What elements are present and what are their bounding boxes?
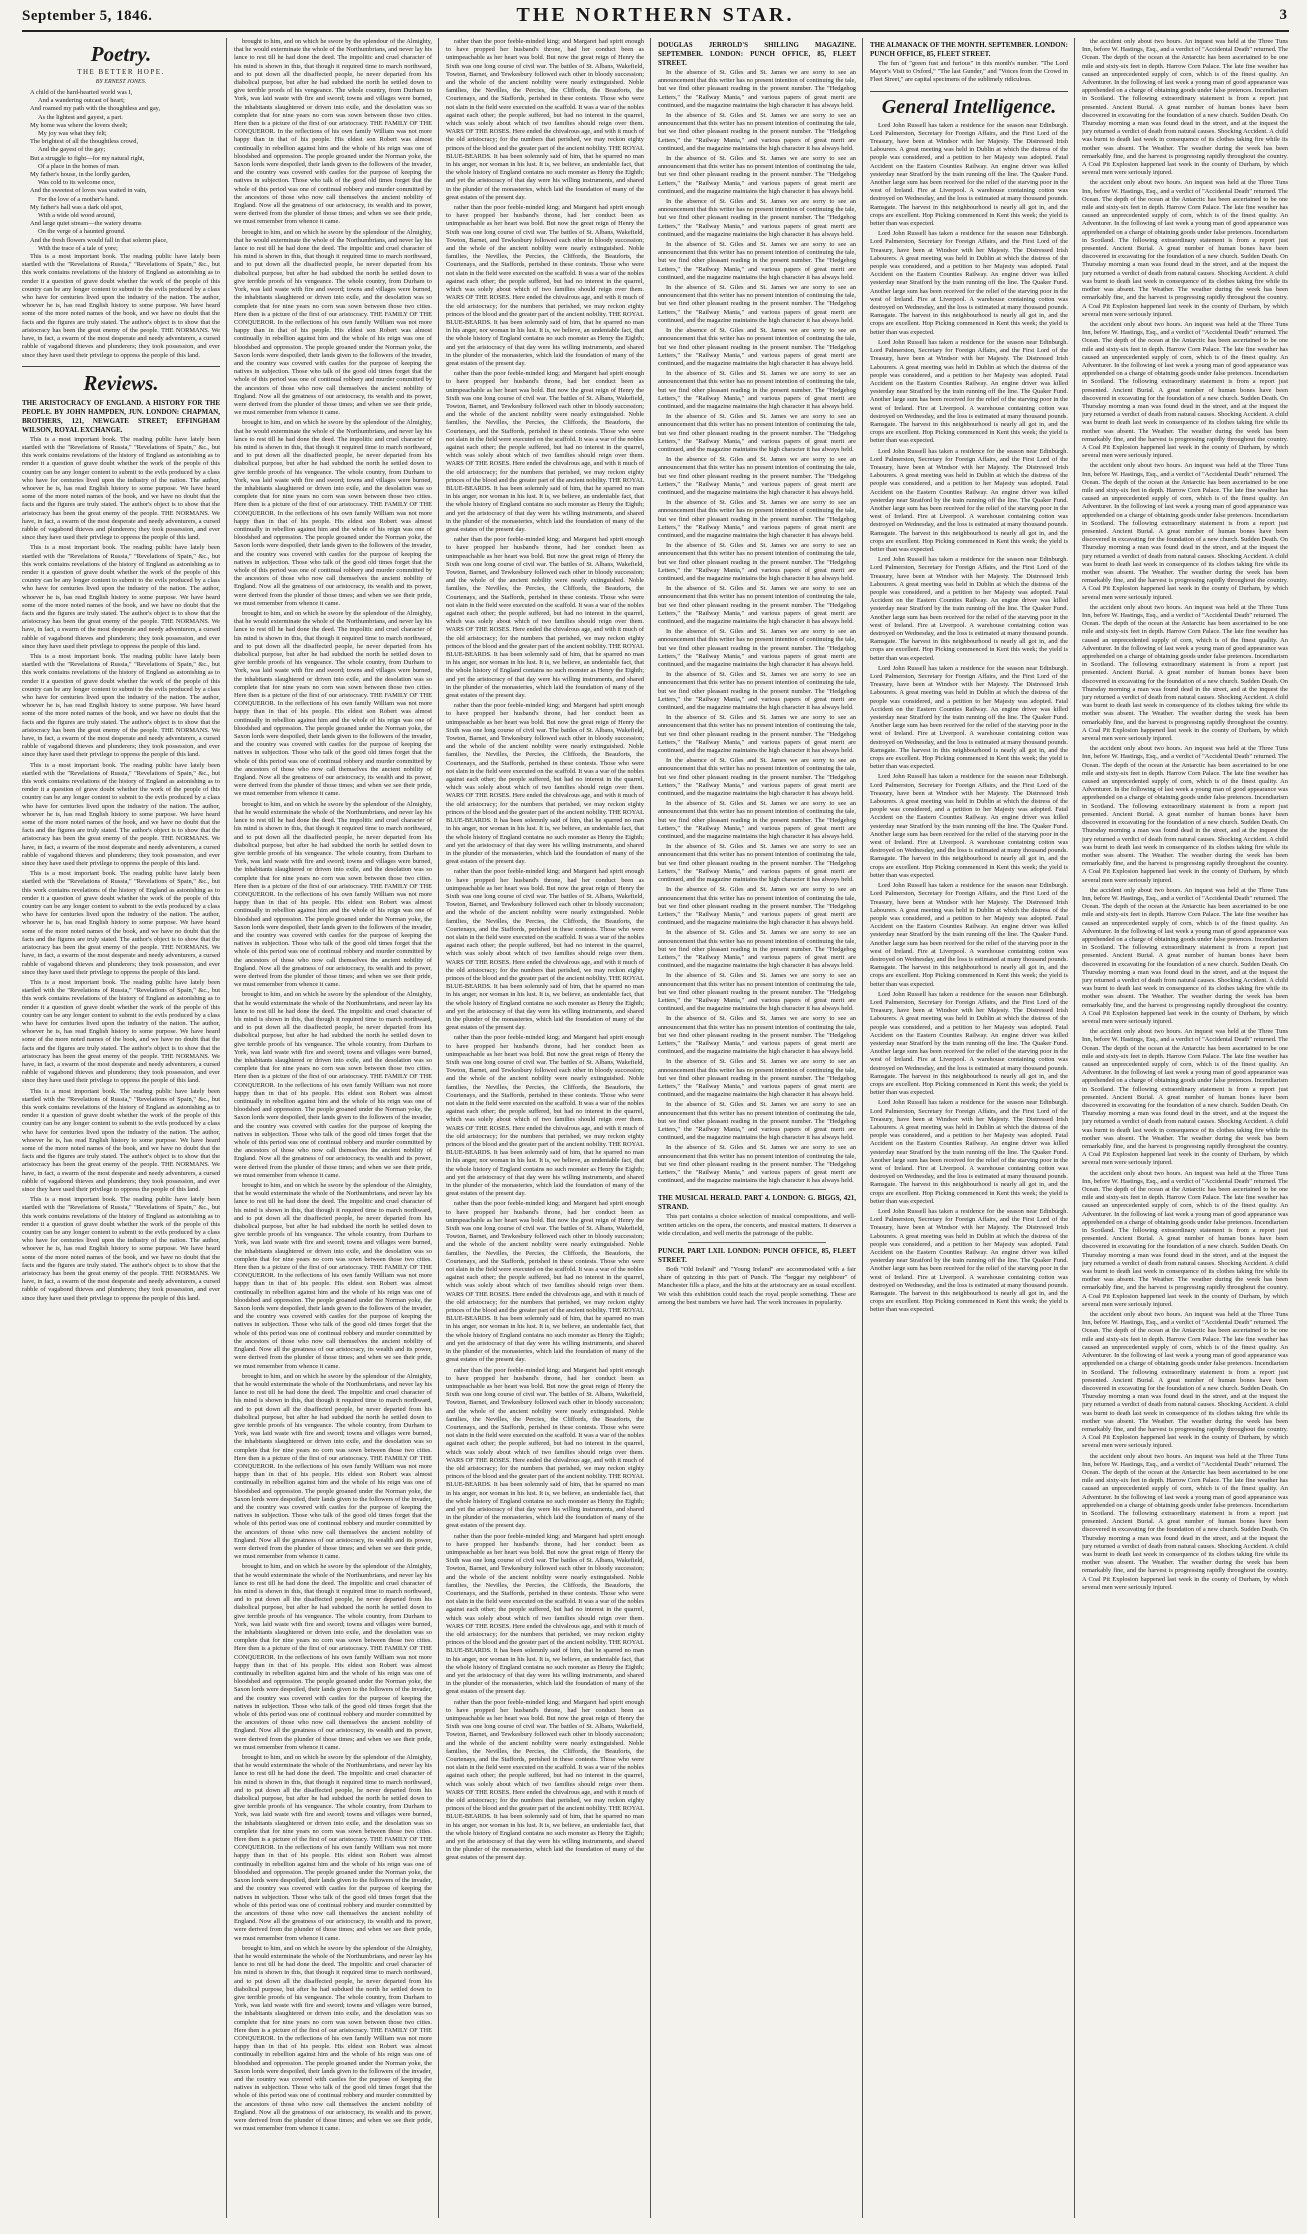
review-text: This is a most important book. The reading public have lately been startled with the "Revelations of Russia," "Revelations of Spain," &c., but this work contains revelations of the history of England as astonishing as to render it a question of grave doubt whether the work of the people of this country can be any longer content to submit to the evils produced by a class who have for centuries lived upon the industry of the nation. The author, whoever he is, has read English history to some purpose. We have heard some of the more noted names of the book, and we have no doubt that the facts and the figures are truly stated. The author's object is to show that the aristocracy has been the great enemy of the people. THE NORMANS. We have, in fact, a swarm of the most desperate and needy adventurers, a cursed rabble of vagabond thieves and plunderers; they took possession, and ever since they have used their privilege to oppress the people of this land. [22,1087,220,1193]
news-text: the accident only about two hours. An inquest was held at the Three Tuns Inn, before W. Hastings, Esq., and a verdict of "Accidental Death" returned. The Ocean. The depth of the ocean at the Antarctic has been ascertained to be one mile and sixty-six feet in depth. Harrow Corn Palace. The late fine weather has caused an unprecedented supply of corn, which is of the finest quality. An Adventurer. In the following of last week a young man of good appearance was apprehended on a charge of obtaining goods under false pretences. Incendiarism in Scotland. The following extraordinary statement is from a report just presented. Ancient Burial. A great number of human bones have been discovered in excavating for the foundation of a new church. Sudden Death. On Thursday morning a man was found dead in the street, and at the inquest the jury returned a verdict of death from natural causes. Shocking Accident. A child was burnt to death last week in consequence of its clothes taking fire while its mother was absent. The Weather. The weather during the week has been remarkably fine, and the harvest is progressing rapidly throughout the country. A Coal Pit Explosion happened last week in the county of Durham, by which several men were seriously injured. [1082,179,1288,318]
column-1 [22,38,220,2218]
review-item-text: This part contains a choice selection of musical compositions, and well-written articles on the opera, the concerts, and musical matters. It deserves a wide circulation, and well merits the patronage of the public. [658,1213,856,1237]
review-item-text: In the absence of St. Giles and St. James we are sorry to see an announcement that this writer has no present intention of continuing the tale, but we find other pleasant reading in the present number. The "Hedgehog Letters," the "Railway Mania," and various papers of great merit are continued, and the magazine maintains the high character it has always held. [658,886,856,927]
issue-date: September 5, 1846. [22,8,153,24]
review-item-heading: THE MUSICAL HERALD. PART 4. LONDON: G. BIGGS, 421, STRAND. [658,1194,856,1212]
poem-line: My father's hall was a dark old spot, [30,203,123,211]
review-item-text: In the absence of St. Giles and St. James we are sorry to see an announcement that this writer has no present intention of continuing the tale, but we find other pleasant reading in the present number. The "Hedgehog Letters," the "Railway Mania," and various papers of great merit are continued, and the magazine maintains the high character it has always held. [658,198,856,238]
review-item-text: In the absence of St. Giles and St. James we are sorry to see an announcement that this writer has no present intention of continuing the tale, but we find other pleasant reading in the present number. The "Hedgehog Letters," the "Railway Mania," and various papers of great merit are continued, and the magazine maintains the high character it has always held. [658,671,856,712]
poem-continuation [22,253,220,360]
review-item-text: In the absence of St. Giles and St. James we are sorry to see an announcement that this writer has no present intention of continuing the tale, but we find other pleasant reading in the present number. The "Hedgehog Letters," the "Railway Mania," and various papers of great merit are continued, and the magazine maintains the high character it has always held. [658,327,856,367]
poem-line: And roamed my path with the thoughtless and gay, [30,105,161,113]
divider [688,1189,826,1190]
news-text: Lord John Russell has taken a residence for the season near Edinburgh. Lord Palmerston, Secretary for Foreign Affairs, and the First Lord of the Treasury, have been at Windsor with her Majesty. The Distressed Irish Labourers. A great meeting was held in Dublin at which the distress of the people was considered, and a petition to her Majesty was adopted. Fatal Accident on the Eastern Counties Railway. An engine driver was killed yesterday near Stratford by the train running off the line. The Quaker Fund. Another large sum has been received for the relief of the starving poor in the west of Ireland. Fire at Liverpool. A warehouse containing cotton was destroyed on Wednesday, and the loss is estimated at many thousand pounds. Ramsgate. The harvest in this neighbourhood is nearly all got in, and the crops are excellent. Hop Picking commenced in Kent this week; the yield is better than was expected. [870,338,1068,445]
news-text: Lord John Russell has taken a residence for the season near Edinburgh. Lord Palmerston, Secretary for Foreign Affairs, and the First Lord of the Treasury, have been at Windsor with her Majesty. The Distressed Irish Labourers. A great meeting was held in Dublin at which the distress of the people was considered, and a petition to her Majesty was adopted. Fatal Accident on the Eastern Counties Railway. An engine driver was killed yesterday near Stratford by the train running off the line. The Quaker Fund. Another large sum has been received for the relief of the starving poor in the west of Ireland. Fire at Liverpool. A warehouse containing cotton was destroyed on Wednesday, and the loss is estimated at many thousand pounds. Ramsgate. The harvest in this neighbourhood is nearly all got in, and the crops are excellent. Hop Picking commenced in Kent this week; the yield is better than was expected. [870,121,1068,228]
review-item-text: In the absence of St. Giles and St. James we are sorry to see an announcement that this writer has no present intention of continuing the tale, but we find other pleasant reading in the present number. The "Hedgehog Letters," the "Railway Mania," and various papers of great merit are continued, and the magazine maintains the high character it has always held. [658,284,856,324]
article-text: rather than the poor feeble-minded king; and Margaret had spirit enough to have propped her husband's throne, had her conduct been as unimpeachable as her heart was bold. But now the great reign of Henry the Sixth was one long course of civil war. The battles of St. Albans, Wakefield, Towton, Barnet, and Tewkesbury followed each other in bloody succession; and the whole of the ancient nobility were nearly extinguished. Noble families, the Nevilles, the Percies, the Cliffords, the Beauforts, the Courtenays, and the Staffords, perished in these contests. Those who were not slain in the field were executed on the scaffold. It was a war of the nobles against each other; the people suffered, but had no interest in the quarrel, which was solely about which of two families should reign over them. WARS OF THE ROSES. Here ended the chivalrous age, and with it much of the old aristocracy; for the numbers that perished, we may reckon eighty princes of the blood and the greater part of the ancient nobility. THE ROYAL BLUE-BEARDS. It has been solemnly said of him, that he sparred no man in his anger, nor woman in his lust. It is, we believe, an undeniable fact, that the whole history of England contains no such monster as Henry the Eighth; and yet the aristocracy of that day were his willing instruments, and shared in the plunder of the monasteries, which laid the foundation of many of the great estates of the present day. [446,1698,644,1862]
poem-line: On the verge of a haunted ground. [38,228,126,236]
news-text: Lord John Russell has taken a residence for the season near Edinburgh. Lord Palmerston, Secretary for Foreign Affairs, and the First Lord of the Treasury, have been at Windsor with her Majesty. The Distressed Irish Labourers. A great meeting was held in Dublin at which the distress of the people was considered, and a petition to her Majesty was adopted. Fatal Accident on the Eastern Counties Railway. An engine driver was killed yesterday near Stratford by the train running off the line. The Quaker Fund. Another large sum has been received for the relief of the starving poor in the west of Ireland. Fire at Liverpool. A warehouse containing cotton was destroyed on Wednesday, and the loss is estimated at many thousand pounds. Ramsgate. The harvest in this neighbourhood is nearly all got in, and the crops are excellent. Hop Picking commenced in Kent this week; the yield is better than was expected. [870,447,1068,553]
article-text: rather than the poor feeble-minded king; and Margaret had spirit enough to have propped her husband's throne, had her conduct been as unimpeachable as her heart was bold. But now the great reign of Henry the Sixth was one long course of civil war. The battles of St. Albans, Wakefield, Towton, Barnet, and Tewkesbury followed each other in bloody succession; and the whole of the ancient nobility were nearly extinguished. Noble families, the Nevilles, the Percies, the Cliffords, the Beauforts, the Courtenays, and the Staffords, perished in these contests. Those who were not slain in the field were executed on the scaffold. It was a war of the nobles against each other; the people suffered, but had no interest in the quarrel, which was solely about which of two families should reign over them. WARS OF THE ROSES. Here ended the chivalrous age, and with it much of the old aristocracy; for the numbers that perished, we may reckon eighty princes of the blood and the greater part of the ancient nobility. THE ROYAL BLUE-BEARDS. It has been solemnly said of him, that he sparred no man in his anger, nor woman in his lust. It is, we believe, an undeniable fact, that the whole history of England contains no such monster as Henry the Eighth; and yet the aristocracy of that day were his willing instruments, and shared in the plunder of the monasteries, which laid the foundation of many of the great estates of the present day. [446,1034,644,1198]
review-item-text: In the absence of St. Giles and St. James we are sorry to see an announcement that this writer has no present intention of continuing the tale, but we find other pleasant reading in the present number. The "Hedgehog Letters," the "Railway Mania," and various papers of great merit are continued, and the magazine maintains the high character it has always held. [658,1058,856,1099]
poem-line: And a wandering outcast of heart; [38,97,125,105]
general-intelligence-heading: General Intelligence. [870,91,1068,118]
news-text: Lord John Russell has taken a residence for the season near Edinburgh. Lord Palmerston, Secretary for Foreign Affairs, and the First Lord of the Treasury, have been at Windsor with her Majesty. The Distressed Irish Labourers. A great meeting was held in Dublin at which the distress of the people was considered, and a petition to her Majesty was adopted. Fatal Accident on the Eastern Counties Railway. An engine driver was killed yesterday near Stratford by the train running off the line. The Quaker Fund. Another large sum has been received for the relief of the starving poor in the west of Ireland. Fire at Liverpool. A warehouse containing cotton was destroyed on Wednesday, and the loss is estimated at many thousand pounds. Ramsgate. The harvest in this neighbourhood is nearly all got in, and the crops are excellent. Hop Picking commenced in Kent this week; the yield is better than was expected. [870,664,1068,771]
news-text: Lord John Russell has taken a residence for the season near Edinburgh. Lord Palmerston, Secretary for Foreign Affairs, and the First Lord of the Treasury, have been at Windsor with her Majesty. The Distressed Irish Labourers. A great meeting was held in Dublin at which the distress of the people was considered, and a petition to her Majesty was adopted. Fatal Accident on the Eastern Counties Railway. An engine driver was killed yesterday near Stratford by the train running off the line. The Quaker Fund. Another large sum has been received for the relief of the starving poor in the west of Ireland. Fire at Liverpool. A warehouse containing cotton was destroyed on Wednesday, and the loss is estimated at many thousand pounds. Ramsgate. The harvest in this neighbourhood is nearly all got in, and the crops are excellent. Hop Picking commenced in Kent this week; the yield is better than was expected. [870,1208,1068,1314]
article-text: rather than the poor feeble-minded king; and Margaret had spirit enough to have propped her husband's throne, had her conduct been as unimpeachable as her heart was bold. But now the great reign of Henry the Sixth was one long course of civil war. The battles of St. Albans, Wakefield, Towton, Barnet, and Tewkesbury followed each other in bloody succession; and the whole of the ancient nobility were nearly extinguished. Noble families, the Nevilles, the Percies, the Cliffords, the Beauforts, the Courtenays, and the Staffords, perished in these contests. Those who were not slain in the field were executed on the scaffold. It was a war of the nobles against each other; the people suffered, but had no interest in the quarrel, which was solely about which of two families should reign over them. WARS OF THE ROSES. Here ended the chivalrous age, and with it much of the old aristocracy; for the numbers that perished, we may reckon eighty princes of the blood and the greater part of the ancient nobility. THE ROYAL BLUE-BEARDS. It has been solemnly said of him, that he sparred no man in his anger, nor woman in his lust. It is, we believe, an undeniable fact, that the whole history of England contains no such monster as Henry the Eighth; and yet the aristocracy of that day were his willing instruments, and shared in the plunder of the monasteries, which laid the foundation of many of the great estates of the present day. [446,868,644,1032]
news-text: Lord John Russell has taken a residence for the season near Edinburgh. Lord Palmerston, Secretary for Foreign Affairs, and the First Lord of the Treasury, have been at Windsor with her Majesty. The Distressed Irish Labourers. A great meeting was held in Dublin at which the distress of the people was considered, and a petition to her Majesty was adopted. Fatal Accident on the Eastern Counties Railway. An engine driver was killed yesterday near Stratford by the train running off the line. The Quaker Fund. Another large sum has been received for the relief of the starving poor in the west of Ireland. Fire at Liverpool. A warehouse containing cotton was destroyed on Wednesday, and the loss is estimated at many thousand pounds. Ramsgate. The harvest in this neighbourhood is nearly all got in, and the crops are excellent. Hop Picking commenced in Kent this week; the yield is better than was expected. [870,990,1068,1097]
poem-title: THE BETTER HOPE. [77,68,165,76]
review-item-text: In the absence of St. Giles and St. James we are sorry to see an announcement that this writer has no present intention of continuing the tale, but we find other pleasant reading in the present number. The "Hedgehog Letters," the "Railway Mania," and various papers of great merit are continued, and the magazine maintains the high character it has always held. [658,456,856,496]
article-body [446,38,644,1863]
newspaper-title: THE NORTHERN STAR. [516,4,795,26]
columns [22,38,1289,2218]
article-text: brought to him, and on which he swore by the splendour of the Almighty, that he would exterminate the whole of the Northumbrians, and never lay his lance to rest till he had done the deed. The impolitic and cruel character of his mind is shown in this, that though it required time to march northward, and to put down all the disaffected people, he never departed from his diabolical purpose, but after he had subdued the north he settled down to give terrible proofs of his vengeance. The whole country, from Durham to York, was laid waste with fire and sword; towns and villages were burned, the inhabitants slaughtered or driven into exile, and the desolation was so complete that for nine years no corn was sown between those two cities. Here then is a picture of the first of our aristocracy. THE FAMILY OF THE CONQUEROR. In the reflections of his own family William was not more happy than in that of his people. His eldest son Robert was almost continually in rebellion against him and the whole of his reign was one of bloodshed and oppression. The people groaned under the Norman yoke, the Saxon lords were despoiled, their lands given to the followers of the invader, and the country was covered with castles for the purpose of keeping the natives in subjection. Those who talk of the good old times forget that the whole of this period was one of continual robbery and murder committed by the ancestors of those who now call themselves the ancient nobility of England. Now all the greatness of our aristocracy, its wealth and its power, were derived from the plunder of those times; and when we see their pride, we must remember from whence it came. [234,419,432,607]
news-text: the accident only about two hours. An inquest was held at the Three Tuns Inn, before W. Hastings, Esq., and a verdict of "Accidental Death" returned. The Ocean. The depth of the ocean at the Antarctic has been ascertained to be one mile and sixty-six feet in depth. Harrow Corn Palace. The late fine weather has caused an unprecedented supply of corn, which is of the finest quality. An Adventurer. In the following of last week a young man of good appearance was apprehended on a charge of obtaining goods under false pretences. Incendiarism in Scotland. The following extraordinary statement is from a report just presented. Ancient Burial. A great number of human bones have been discovered in excavating for the foundation of a new church. Sudden Death. On Thursday morning a man was found dead in the street, and at the inquest the jury returned a verdict of death from natural causes. Shocking Accident. A child was burnt to death last week in consequence of its clothes taking fire while its mother was absent. The Weather. The weather during the week has been remarkably fine, and the harvest is progressing rapidly throughout the country. A Coal Pit Explosion happened last week in the county of Durham, by which several men were seriously injured. [1082,886,1288,1025]
review-item-text: In the absence of St. Giles and St. James we are sorry to see an announcement that this writer has no present intention of continuing the tale, but we find other pleasant reading in the present number. The "Hedgehog Letters," the "Railway Mania," and various papers of great merit are continued, and the magazine maintains the high character it has always held. [658,757,856,798]
article-body [234,38,432,2133]
poem-line: My home was where the lovers dwelt; [30,121,128,129]
review-item-text: In the absence of St. Giles and St. James we are sorry to see an announcement that this writer has no present intention of continuing the tale, but we find other pleasant reading in the present number. The "Hedgehog Letters," the "Railway Mania," and various papers of great merit are continued, and the magazine maintains the high character it has always held. [658,1144,856,1185]
divider [688,1242,826,1243]
column-2 [234,38,432,2218]
news-text: Lord John Russell has taken a residence for the season near Edinburgh. Lord Palmerston, Secretary for Foreign Affairs, and the First Lord of the Treasury, have been at Windsor with her Majesty. The Distressed Irish Labourers. A great meeting was held in Dublin at which the distress of the people was considered, and a petition to her Majesty was adopted. Fatal Accident on the Eastern Counties Railway. An engine driver was killed yesterday near Stratford by the train running off the line. The Quaker Fund. Another large sum has been received for the relief of the starving poor in the west of Ireland. Fire at Liverpool. A warehouse containing cotton was destroyed on Wednesday, and the loss is estimated at many thousand pounds. Ramsgate. The harvest in this neighbourhood is nearly all got in, and the crops are excellent. Hop Picking commenced in Kent this week; the yield is better than was expected. [870,773,1068,879]
review-item-text: In the absence of St. Giles and St. James we are sorry to see an announcement that this writer has no present intention of continuing the tale, but we find other pleasant reading in the present number. The "Hedgehog Letters," the "Railway Mania," and various papers of great merit are continued, and the magazine maintains the high character it has always held. [658,585,856,625]
review-item-text: In the absence of St. Giles and St. James we are sorry to see an announcement that this writer has no present intention of continuing the tale, but we find other pleasant reading in the present number. The "Hedgehog Letters," the "Railway Mania," and various papers of great merit are continued, and the magazine maintains the high character it has always held. [658,843,856,884]
review-text: This is a most important book. The reading public have lately been startled with the "Revelations of Russia," "Revelations of Spain," &c., but this work contains revelations of the history of England as astonishing as to render it a question of grave doubt whether the work of the people of this country can be any longer content to submit to the evils produced by a class who have for centuries lived upon the industry of the nation. The author, whoever he is, has read English history to some purpose. We have heard some of the more noted names of the book, and we have no doubt that the facts and the figures are truly stated. The author's object is to show that the aristocracy has been the great enemy of the people. THE NORMANS. We have, in fact, a swarm of the most desperate and needy adventurers, a cursed rabble of vagabond thieves and plunderers; they took possession, and ever since they have used their privilege to oppress the people of this land. [22,544,220,650]
news-body [1082,38,1288,1592]
continuation-text: This is a most important book. The reading public have lately been startled with the "Revelations of Russia," "Revelations of Spain," &c., but this work contains revelations of the history of England as astonishing as to render it a question of grave doubt whether the work of the people of this country can be any longer content to submit to the evils produced by a class who have for centuries lived upon the industry of the nation. The author, whoever he is, has read English history to some purpose. We have heard some of the more noted names of the book, and we have no doubt that the facts and the figures are truly stated. The author's object is to show that the aristocracy has been the great enemy of the people. THE NORMANS. We have, in fact, a swarm of the most desperate and needy adventurers, a cursed rabble of vagabond thieves and plunderers; they took possession, and ever since they have used their privilege to oppress the people of this land. [22,253,220,359]
news-text: the accident only about two hours. An inquest was held at the Three Tuns Inn, before W. Hastings, Esq., and a verdict of "Accidental Death" returned. The Ocean. The depth of the ocean at the Antarctic has been ascertained to be one mile and sixty-six feet in depth. Harrow Corn Palace. The late fine weather has caused an unprecedented supply of corn, which is of the finest quality. An Adventurer. In the following of last week a young man of good appearance was apprehended on a charge of obtaining goods under false pretences. Incendiarism in Scotland. The following extraordinary statement is from a report just presented. Ancient Burial. A great number of human bones have been discovered in excavating for the foundation of a new church. Sudden Death. On Thursday morning a man was found dead in the street, and at the inquest the jury returned a verdict of death from natural causes. Shocking Accident. A child was burnt to death last week in consequence of its clothes taking fire while its mother was absent. The Weather. The weather during the week has been remarkably fine, and the harvest is progressing rapidly throughout the country. A Coal Pit Explosion happened last week in the county of Durham, by which several men were seriously injured. [1082,603,1288,743]
review-item-text: In the absence of St. Giles and St. James we are sorry to see an announcement that this writer has no present intention of continuing the tale, but we find other pleasant reading in the present number. The "Hedgehog Letters," the "Railway Mania," and various papers of great merit are continued, and the magazine maintains the high character it has always held. [658,542,856,582]
review-item-text: In the absence of St. Giles and St. James we are sorry to see an announcement that this writer has no present intention of continuing the tale, but we find other pleasant reading in the present number. The "Hedgehog Letters," the "Railway Mania," and various papers of great merit are continued, and the magazine maintains the high character it has always held. [658,972,856,1013]
poem-line: Of a place in the homes of man. [38,162,120,170]
review-item-body [658,1213,856,1238]
review-item-body [870,60,1068,85]
news-text: Lord John Russell has taken a residence for the season near Edinburgh. Lord Palmerston, Secretary for Foreign Affairs, and the First Lord of the Treasury, have been at Windsor with her Majesty. The Distressed Irish Labourers. A great meeting was held in Dublin at which the distress of the people was considered, and a petition to her Majesty was adopted. Fatal Accident on the Eastern Counties Railway. An engine driver was killed yesterday near Stratford by the train running off the line. The Quaker Fund. Another large sum has been received for the relief of the starving poor in the west of Ireland. Fire at Liverpool. A warehouse containing cotton was destroyed on Wednesday, and the loss is estimated at many thousand pounds. Ramsgate. The harvest in this neighbourhood is nearly all got in, and the crops are excellent. Hop Picking commenced in Kent this week; the yield is better than was expected. [870,882,1068,988]
poem-line: For the love of a mother's hand. [38,195,120,203]
column-6 [1082,38,1288,2218]
column-rule [438,38,439,2218]
review-item-text: In the absence of St. Giles and St. James we are sorry to see an announcement that this writer has no present intention of continuing the tale, but we find other pleasant reading in the present number. The "Hedgehog Letters," the "Railway Mania," and various papers of great merit are continued, and the magazine maintains the high character it has always held. [658,155,856,195]
news-text: the accident only about two hours. An inquest was held at the Three Tuns Inn, before W. Hastings, Esq., and a verdict of "Accidental Death" returned. The Ocean. The depth of the ocean at the Antarctic has been ascertained to be one mile and sixty-six feet in depth. Harrow Corn Palace. The late fine weather has caused an unprecedented supply of corn, which is of the finest quality. An Adventurer. In the following of last week a young man of good appearance was apprehended on a charge of obtaining goods under false pretences. Incendiarism in Scotland. The following extraordinary statement is from a report just presented. Ancient Burial. A great number of human bones have been discovered in excavating for the foundation of a new church. Sudden Death. On Thursday morning a man was found dead in the street, and at the inquest the jury returned a verdict of death from natural causes. Shocking Accident. A child was burnt to death last week in consequence of its clothes taking fire while its mother was absent. The Weather. The weather during the week has been remarkably fine, and the harvest is progressing rapidly throughout the country. A Coal Pit Explosion happened last week in the county of Durham, by which several men were seriously injured. [1082,38,1288,177]
news-body [870,122,1068,1315]
news-text: the accident only about two hours. An inquest was held at the Three Tuns Inn, before W. Hastings, Esq., and a verdict of "Accidental Death" returned. The Ocean. The depth of the ocean at the Antarctic has been ascertained to be one mile and sixty-six feet in depth. Harrow Corn Palace. The late fine weather has caused an unprecedented supply of corn, which is of the finest quality. An Adventurer. In the following of last week a young man of good appearance was apprehended on a charge of obtaining goods under false pretences. Incendiarism in Scotland. The following extraordinary statement is from a report just presented. Ancient Burial. A great number of human bones have been discovered in excavating for the foundation of a new church. Sudden Death. On Thursday morning a man was found dead in the street, and at the inquest the jury returned a verdict of death from natural causes. Shocking Accident. A child was burnt to death last week in consequence of its clothes taking fire while its mother was absent. The Weather. The weather during the week has been remarkably fine, and the harvest is progressing rapidly throughout the country. A Coal Pit Explosion happened last week in the county of Durham, by which several men were seriously injured. [1082,1311,1288,1450]
article-text: rather than the poor feeble-minded king; and Margaret had spirit enough to have propped her husband's throne, had her conduct been as unimpeachable as her heart was bold. But now the great reign of Henry the Sixth was one long course of civil war. The battles of St. Albans, Wakefield, Towton, Barnet, and Tewkesbury followed each other in bloody succession; and the whole of the ancient nobility were nearly extinguished. Noble families, the Nevilles, the Percies, the Cliffords, the Beauforts, the Courtenays, and the Staffords, perished in these contests. Those who were not slain in the field were executed on the scaffold. It was a war of the nobles against each other; the people suffered, but had no interest in the quarrel, which was solely about which of two families should reign over them. WARS OF THE ROSES. Here ended the chivalrous age, and with it much of the old aristocracy; for the numbers that perished, we may reckon eighty princes of the blood and the greater part of the ancient nobility. THE ROYAL BLUE-BEARDS. It has been solemnly said of him, that he sparred no man in his anger, nor woman in his lust. It is, we believe, an undeniable fact, that the whole history of England contains no such monster as Henry the Eighth; and yet the aristocracy of that day were his willing instruments, and shared in the plunder of the monasteries, which laid the foundation of many of the great estates of the present day. [446,1366,644,1530]
review-body [22,436,220,1303]
news-text: Lord John Russell has taken a residence for the season near Edinburgh. Lord Palmerston, Secretary for Foreign Affairs, and the First Lord of the Treasury, have been at Windsor with her Majesty. The Distressed Irish Labourers. A great meeting was held in Dublin at which the distress of the people was considered, and a petition to her Majesty was adopted. Fatal Accident on the Eastern Counties Railway. An engine driver was killed yesterday near Stratford by the train running off the line. The Quaker Fund. Another large sum has been received for the relief of the starving poor in the west of Ireland. Fire at Liverpool. A warehouse containing cotton was destroyed on Wednesday, and the loss is estimated at many thousand pounds. Ramsgate. The harvest in this neighbourhood is nearly all got in, and the crops are excellent. Hop Picking commenced in Kent this week; the yield is better than was expected. [870,1099,1068,1205]
review-text: This is a most important book. The reading public have lately been startled with the "Revelations of Russia," "Revelations of Spain," &c., but this work contains revelations of the history of England as astonishing as to render it a question of grave doubt whether the work of the people of this country can be any longer content to submit to the evils produced by a class who have for centuries lived upon the industry of the nation. The author, whoever he is, has read English history to some purpose. We have heard some of the more noted names of the book, and we have no doubt that the facts and the figures are truly stated. The author's object is to show that the aristocracy has been the great enemy of the people. THE NORMANS. We have, in fact, a swarm of the most desperate and needy adventurers, a cursed rabble of vagabond thieves and plunderers; they took possession, and ever since they have used their privilege to oppress the people of this land. [22,1196,220,1302]
review-text: This is a most important book. The reading public have lately been startled with the "Revelations of Russia," "Revelations of Spain," &c., but this work contains revelations of the history of England as astonishing as to render it a question of grave doubt whether the work of the people of this country can be any longer content to submit to the evils produced by a class who have for centuries lived upon the industry of the nation. The author, whoever he is, has read English history to some purpose. We have heard some of the more noted names of the book, and we have no doubt that the facts and the figures are truly stated. The author's object is to show that the aristocracy has been the great enemy of the people. THE NORMANS. We have, in fact, a swarm of the most desperate and needy adventurers, a cursed rabble of vagabond thieves and plunderers; they took possession, and ever since they have used their privilege to oppress the people of this land. [22,978,220,1085]
news-text: Lord John Russell has taken a residence for the season near Edinburgh. Lord Palmerston, Secretary for Foreign Affairs, and the First Lord of the Treasury, have been at Windsor with her Majesty. The Distressed Irish Labourers. A great meeting was held in Dublin at which the distress of the people was considered, and a petition to her Majesty was adopted. Fatal Accident on the Eastern Counties Railway. An engine driver was killed yesterday near Stratford by the train running off the line. The Quaker Fund. Another large sum has been received for the relief of the starving poor in the west of Ireland. Fire at Liverpool. A warehouse containing cotton was destroyed on Wednesday, and the loss is estimated at many thousand pounds. Ramsgate. The harvest in this neighbourhood is nearly all got in, and the crops are excellent. Hop Picking commenced in Kent this week; the yield is better than was expected. [870,230,1068,336]
review-title: THE ARISTOCRACY OF ENGLAND. A HISTORY FOR THE PEOPLE. BY JOHN HAMPDEN, JUN. LONDON: CHAPMAN, BROTHERS, 121, NEWGATE STREET; EFFINGHAM WILSON, ROYAL EXCHANGE. [22,398,220,434]
review-text: This is a most important book. The reading public have lately been startled with the "Revelations of Russia," "Revelations of Spain," &c., but this work contains revelations of the history of England as astonishing as to render it a question of grave doubt whether the work of the people of this country can be any longer content to submit to the evils produced by a class who have for centuries lived upon the industry of the nation. The author, whoever he is, has read English history to some purpose. We have heard some of the more noted names of the book, and we have no doubt that the facts and the figures are truly stated. The author's object is to show that the aristocracy has been the great enemy of the people. THE NORMANS. We have, in fact, a swarm of the most desperate and needy adventurers, a cursed rabble of vagabond thieves and plunderers; they took possession, and ever since they have used their privilege to oppress the people of this land. [22,761,220,868]
article-text: brought to him, and on which he swore by the splendour of the Almighty, that he would exterminate the whole of the Northumbrians, and never lay his lance to rest till he had done the deed. The impolitic and cruel character of his mind is shown in this, that though it required time to march northward, and to put down all the disaffected people, he never departed from his diabolical purpose, but after he had subdued the north he settled down to give terrible proofs of his vengeance. The whole country, from Durham to York, was laid waste with fire and sword; towns and villages were burned, the inhabitants slaughtered or driven into exile, and the desolation was so complete that for nine years no corn was sown between those two cities. Here then is a picture of the first of our aristocracy. THE FAMILY OF THE CONQUEROR. In the reflections of his own family William was not more happy than in that of his people. His eldest son Robert was almost continually in rebellion against him and the whole of his reign was one of bloodshed and oppression. The people groaned under the Norman yoke, the Saxon lords were despoiled, their lands given to the followers of the invader, and the country was covered with castles for the purpose of keeping the natives in subjection. Those who talk of the good old times forget that the whole of this period was one of continual robbery and murder committed by the ancestors of those who now call themselves the ancient nobility of England. Now all the greatness of our aristocracy, its wealth and its power, were derived from the plunder of those times; and when we see their pride, we must remember from whence it came. [234,1372,432,1561]
poem-line: And the sweetest of loves was waited in vain, [30,187,147,195]
article-text: brought to him, and on which he swore by the splendour of the Almighty, that he would exterminate the whole of the Northumbrians, and never lay his lance to rest till he had done the deed. The impolitic and cruel character of his mind is shown in this, that though it required time to march northward, and to put down all the disaffected people, he never departed from his diabolical purpose, but after he had subdued the north he settled down to give terrible proofs of his vengeance. The whole country, from Durham to York, was laid waste with fire and sword; towns and villages were burned, the inhabitants slaughtered or driven into exile, and the desolation was so complete that for nine years no corn was sown between those two cities. Here then is a picture of the first of our aristocracy. THE FAMILY OF THE CONQUEROR. In the reflections of his own family William was not more happy than in that of his people. His eldest son Robert was almost continually in rebellion against him and the whole of his reign was one of bloodshed and oppression. The people groaned under the Norman yoke, the Saxon lords were despoiled, their lands given to the followers of the invader, and the country was covered with castles for the purpose of keeping the natives in subjection. Those who talk of the good old times forget that the whole of this period was one of continual robbery and murder committed by the ancestors of those who now call themselves the ancient nobility of England. Now all the greatness of our aristocracy, its wealth and its power, were derived from the plunder of those times; and when we see their pride, we must remember from whence it came. [234,1754,432,1942]
masthead [22,4,1289,32]
poetry-heading: Poetry. [90,42,152,66]
news-text: the accident only about two hours. An inquest was held at the Three Tuns Inn, before W. Hastings, Esq., and a verdict of "Accidental Death" returned. The Ocean. The depth of the ocean at the Antarctic has been ascertained to be one mile and sixty-six feet in depth. Harrow Corn Palace. The late fine weather has caused an unprecedented supply of corn, which is of the finest quality. An Adventurer. In the following of last week a young man of good appearance was apprehended on a charge of obtaining goods under false pretences. Incendiarism in Scotland. The following extraordinary statement is from a report just presented. Ancient Burial. A great number of human bones have been discovered in excavating for the foundation of a new church. Sudden Death. On Thursday morning a man was found dead in the street, and at the inquest the jury returned a verdict of death from natural causes. Shocking Accident. A child was burnt to death last week in consequence of its clothes taking fire while its mother was absent. The Weather. The weather during the week has been remarkably fine, and the harvest is progressing rapidly throughout the country. A Coal Pit Explosion happened last week in the county of Durham, by which several men were seriously injured. [1082,462,1288,601]
article-text: brought to him, and on which he swore by the splendour of the Almighty, that he would exterminate the whole of the Northumbrians, and never lay his lance to rest till he had done the deed. The impolitic and cruel character of his mind is shown in this, that though it required time to march northward, and to put down all the disaffected people, he never departed from his diabolical purpose, but after he had subdued the north he settled down to give terrible proofs of his vengeance. The whole country, from Durham to York, was laid waste with fire and sword; towns and villages were burned, the inhabitants slaughtered or driven into exile, and the desolation was so complete that for nine years no corn was sown between those two cities. Here then is a picture of the first of our aristocracy. THE FAMILY OF THE CONQUEROR. In the reflections of his own family William was not more happy than in that of his people. His eldest son Robert was almost continually in rebellion against him and the whole of his reign was one of bloodshed and oppression. The people groaned under the Norman yoke, the Saxon lords were despoiled, their lands given to the followers of the invader, and the country was covered with castles for the purpose of keeping the natives in subjection. Those who talk of the good old times forget that the whole of this period was one of continual robbery and murder committed by the ancestors of those who now call themselves the ancient nobility of England. Now all the greatness of our aristocracy, its wealth and its power, were derived from the plunder of those times; and when we see their pride, we must remember from whence it came. [234,800,432,989]
article-text: rather than the poor feeble-minded king; and Margaret had spirit enough to have propped her husband's throne, had her conduct been as unimpeachable as her heart was bold. But now the great reign of Henry the Sixth was one long course of civil war. The battles of St. Albans, Wakefield, Towton, Barnet, and Tewkesbury followed each other in bloody succession; and the whole of the ancient nobility were nearly extinguished. Noble families, the Nevilles, the Percies, the Cliffords, the Beauforts, the Courtenays, and the Staffords, perished in these contests. Those who were not slain in the field were executed on the scaffold. It was a war of the nobles against each other; the people suffered, but had no interest in the quarrel, which was solely about which of two families should reign over them. WARS OF THE ROSES. Here ended the chivalrous age, and with it much of the old aristocracy; for the numbers that perished, we may reckon eighty princes of the blood and the greater part of the ancient nobility. THE ROYAL BLUE-BEARDS. It has been solemnly said of him, that he sparred no man in his anger, nor woman in his lust. It is, we believe, an undeniable fact, that the whole history of England contains no such monster as Henry the Eighth; and yet the aristocracy of that day were his willing instruments, and shared in the plunder of the monasteries, which laid the foundation of many of the great estates of the present day. [446,1532,644,1696]
poem-line: And large quiet stream—the watery dreams [30,220,142,228]
article-text: rather than the poor feeble-minded king; and Margaret had spirit enough to have propped her husband's throne, had her conduct been as unimpeachable as her heart was bold. But now the great reign of Henry the Sixth was one long course of civil war. The battles of St. Albans, Wakefield, Towton, Barnet, and Tewkesbury followed each other in bloody succession; and the whole of the ancient nobility were nearly extinguished. Noble families, the Nevilles, the Percies, the Cliffords, the Beauforts, the Courtenays, and the Staffords, perished in these contests. Those who were not slain in the field were executed on the scaffold. It was a war of the nobles against each other; the people suffered, but had no interest in the quarrel, which was solely about which of two families should reign over them. WARS OF THE ROSES. Here ended the chivalrous age, and with it much of the old aristocracy; for the numbers that perished, we may reckon eighty princes of the blood and the greater part of the ancient nobility. THE ROYAL BLUE-BEARDS. It has been solemnly said of him, that he sparred no man in his anger, nor woman in his lust. It is, we believe, an undeniable fact, that the whole history of England contains no such monster as Henry the Eighth; and yet the aristocracy of that day were his willing instruments, and shared in the plunder of the monasteries, which laid the foundation of many of the great estates of the present day. [446,1200,644,1364]
article-text: rather than the poor feeble-minded king; and Margaret had spirit enough to have propped her husband's throne, had her conduct been as unimpeachable as her heart was bold. But now the great reign of Henry the Sixth was one long course of civil war. The battles of St. Albans, Wakefield, Towton, Barnet, and Tewkesbury followed each other in bloody succession; and the whole of the ancient nobility were nearly extinguished. Noble families, the Nevilles, the Percies, the Cliffords, the Beauforts, the Courtenays, and the Staffords, perished in these contests. Those who were not slain in the field were executed on the scaffold. It was a war of the nobles against each other; the people suffered, but had no interest in the quarrel, which was solely about which of two families should reign over them. WARS OF THE ROSES. Here ended the chivalrous age, and with it much of the old aristocracy; for the numbers that perished, we may reckon eighty princes of the blood and the greater part of the ancient nobility. THE ROYAL BLUE-BEARDS. It has been solemnly said of him, that he sparred no man in his anger, nor woman in his lust. It is, we believe, an undeniable fact, that the whole history of England contains no such monster as Henry the Eighth; and yet the aristocracy of that day were his willing instruments, and shared in the plunder of the monasteries, which laid the foundation of many of the great estates of the present day. [446,370,644,533]
poem-body [22,89,220,253]
review-item-heading: THE ALMANACK OF THE MONTH. SEPTEMBER. LONDON: PUNCH OFFICE, 85, FLEET STREET. [870,41,1068,58]
poem-line: The brightest of all the thoughtless crowd, [30,138,139,146]
review-item-text: In the absence of St. Giles and St. James we are sorry to see an announcement that this writer has no present intention of continuing the tale, but we find other pleasant reading in the present number. The "Hedgehog Letters," the "Railway Mania," and various papers of great merit are continued, and the magazine maintains the high character it has always held. [658,714,856,755]
news-text: the accident only about two hours. An inquest was held at the Three Tuns Inn, before W. Hastings, Esq., and a verdict of "Accidental Death" returned. The Ocean. The depth of the ocean at the Antarctic has been ascertained to be one mile and sixty-six feet in depth. Harrow Corn Palace. The late fine weather has caused an unprecedented supply of corn, which is of the finest quality. An Adventurer. In the following of last week a young man of good appearance was apprehended on a charge of obtaining goods under false pretences. Incendiarism in Scotland. The following extraordinary statement is from a report just presented. Ancient Burial. A great number of human bones have been discovered in excavating for the foundation of a new church. Sudden Death. On Thursday morning a man was found dead in the street, and at the inquest the jury returned a verdict of death from natural causes. Shocking Accident. A child was burnt to death last week in consequence of its clothes taking fire while its mother was absent. The Weather. The weather during the week has been remarkably fine, and the harvest is progressing rapidly throughout the country. A Coal Pit Explosion happened last week in the county of Durham, by which several men were seriously injured. [1082,745,1288,884]
poem-line: My joy was what they felt; [38,130,107,138]
poem-line: And the fresh flowers would fall in that solemn place, [30,236,168,244]
column-3 [446,38,644,2218]
poem-line: A child of the hard-hearted world was I, [30,89,133,96]
article-text: rather than the poor feeble-minded king; and Margaret had spirit enough to have propped her husband's throne, had her conduct been as unimpeachable as her heart was bold. But now the great reign of Henry the Sixth was one long course of civil war. The battles of St. Albans, Wakefield, Towton, Barnet, and Tewkesbury followed each other in bloody succession; and the whole of the ancient nobility were nearly extinguished. Noble families, the Nevilles, the Percies, the Cliffords, the Beauforts, the Courtenays, and the Staffords, perished in these contests. Those who were not slain in the field were executed on the scaffold. It was a war of the nobles against each other; the people suffered, but had no interest in the quarrel, which was solely about which of two families should reign over them. WARS OF THE ROSES. Here ended the chivalrous age, and with it much of the old aristocracy; for the numbers that perished, we may reckon eighty princes of the blood and the greater part of the ancient nobility. THE ROYAL BLUE-BEARDS. It has been solemnly said of him, that he sparred no man in his anger, nor woman in his lust. It is, we believe, an undeniable fact, that the whole history of England contains no such monster as Henry the Eighth; and yet the aristocracy of that day were his willing instruments, and shared in the plunder of the monasteries, which laid the foundation of many of the great estates of the present day. [446,38,644,201]
news-text: the accident only about two hours. An inquest was held at the Three Tuns Inn, before W. Hastings, Esq., and a verdict of "Accidental Death" returned. The Ocean. The depth of the ocean at the Antarctic has been ascertained to be one mile and sixty-six feet in depth. Harrow Corn Palace. The late fine weather has caused an unprecedented supply of corn, which is of the finest quality. An Adventurer. In the following of last week a young man of good appearance was apprehended on a charge of obtaining goods under false pretences. Incendiarism in Scotland. The following extraordinary statement is from a report just presented. Ancient Burial. A great number of human bones have been discovered in excavating for the foundation of a new church. Sudden Death. On Thursday morning a man was found dead in the street, and at the inquest the jury returned a verdict of death from natural causes. Shocking Accident. A child was burnt to death last week in consequence of its clothes taking fire while its mother was absent. The Weather. The weather during the week has been remarkably fine, and the harvest is progressing rapidly throughout the country. A Coal Pit Explosion happened last week in the county of Durham, by which several men were seriously injured. [1082,1452,1288,1591]
review-text: This is a most important book. The reading public have lately been startled with the "Revelations of Russia," "Revelations of Spain," &c., but this work contains revelations of the history of England as astonishing as to render it a question of grave doubt whether the work of the people of this country can be any longer content to submit to the evils produced by a class who have for centuries lived upon the industry of the nation. The author, whoever he is, has read English history to some purpose. We have heard some of the more noted names of the book, and we have no doubt that the facts and the figures are truly stated. The author's object is to show that the aristocracy has been the great enemy of the people. THE NORMANS. We have, in fact, a swarm of the most desperate and needy adventurers, a cursed rabble of vagabond thieves and plunderers; they took possession, and ever since they have used their privilege to oppress the people of this land. [22,870,220,976]
review-item-text: In the absence of St. Giles and St. James we are sorry to see an announcement that this writer has no present intention of continuing the tale, but we find other pleasant reading in the present number. The "Hedgehog Letters," the "Railway Mania," and various papers of great merit are continued, and the magazine maintains the high character it has always held. [658,929,856,970]
review-item-text: In the absence of St. Giles and St. James we are sorry to see an announcement that this writer has no present intention of continuing the tale, but we find other pleasant reading in the present number. The "Hedgehog Letters," the "Railway Mania," and various papers of great merit are continued, and the magazine maintains the high character it has always held. [658,112,856,152]
review-item-text: In the absence of St. Giles and St. James we are sorry to see an announcement that this writer has no present intention of continuing the tale, but we find other pleasant reading in the present number. The "Hedgehog Letters," the "Railway Mania," and various papers of great merit are continued, and the magazine maintains the high character it has always held. [658,1101,856,1142]
article-text: brought to him, and on which he swore by the splendour of the Almighty, that he would exterminate the whole of the Northumbrians, and never lay his lance to rest till he had done the deed. The impolitic and cruel character of his mind is shown in this, that though it required time to march northward, and to put down all the disaffected people, he never departed from his diabolical purpose, but after he had subdued the north he settled down to give terrible proofs of his vengeance. The whole country, from Durham to York, was laid waste with fire and sword; towns and villages were burned, the inhabitants slaughtered or driven into exile, and the desolation was so complete that for nine years no corn was sown between those two cities. Here then is a picture of the first of our aristocracy. THE FAMILY OF THE CONQUEROR. In the reflections of his own family William was not more happy than in that of his people. His eldest son Robert was almost continually in rebellion against him and the whole of his reign was one of bloodshed and oppression. The people groaned under the Norman yoke, the Saxon lords were despoiled, their lands given to the followers of the invader, and the country was covered with castles for the purpose of keeping the natives in subjection. Those who talk of the good old times forget that the whole of this period was one of continual robbery and murder committed by the ancestors of those who now call themselves the ancient nobility of England. Now all the greatness of our aristocracy, its wealth and its power, were derived from the plunder of those times; and when we see their pride, we must remember from whence it came. [234,1944,432,2133]
review-item-text: Both "Old Ireland" and "Young Ireland" are accommodated with a fair share of quizzing in this part of Punch. The "beggar my neighbour" of Manchester fills a place, and the hits at the aristocracy are as usual excellent. We wish this exhibition could teach the royal people something. These are among the best numbers we have had. The work increases in popularity. [658,1266,856,1306]
article-text: rather than the poor feeble-minded king; and Margaret had spirit enough to have propped her husband's throne, had her conduct been as unimpeachable as her heart was bold. But now the great reign of Henry the Sixth was one long course of civil war. The battles of St. Albans, Wakefield, Towton, Barnet, and Tewkesbury followed each other in bloody succession; and the whole of the ancient nobility were nearly extinguished. Noble families, the Nevilles, the Percies, the Cliffords, the Beauforts, the Courtenays, and the Staffords, perished in these contests. Those who were not slain in the field were executed on the scaffold. It was a war of the nobles against each other; the people suffered, but had no interest in the quarrel, which was solely about which of two families should reign over them. WARS OF THE ROSES. Here ended the chivalrous age, and with it much of the old aristocracy; for the numbers that perished, we may reckon eighty princes of the blood and the greater part of the ancient nobility. THE ROYAL BLUE-BEARDS. It has been solemnly said of him, that he sparred no man in his anger, nor woman in his lust. It is, we believe, an undeniable fact, that the whole history of England contains no such monster as Henry the Eighth; and yet the aristocracy of that day were his willing instruments, and shared in the plunder of the monasteries, which laid the foundation of many of the great estates of the present day. [446,536,644,700]
poem-line: As the lightest and gayest, a part. [38,113,123,121]
poem-line: But a struggle to fight—for my natural right, [30,154,145,162]
article-text: brought to him, and on which he swore by the splendour of the Almighty, that he would exterminate the whole of the Northumbrians, and never lay his lance to rest till he had done the deed. The impolitic and cruel character of his mind is shown in this, that though it required time to march northward, and to put down all the disaffected people, he never departed from his diabolical purpose, but after he had subdued the north he settled down to give terrible proofs of his vengeance. The whole country, from Durham to York, was laid waste with fire and sword; towns and villages were burned, the inhabitants slaughtered or driven into exile, and the desolation was so complete that for nine years no corn was sown between those two cities. Here then is a picture of the first of our aristocracy. THE FAMILY OF THE CONQUEROR. In the reflections of his own family William was not more happy than in that of his people. His eldest son Robert was almost continually in rebellion against him and the whole of his reign was one of bloodshed and oppression. The people groaned under the Norman yoke, the Saxon lords were despoiled, their lands given to the followers of the invader, and the country was covered with castles for the purpose of keeping the natives in subjection. Those who talk of the good old times forget that the whole of this period was one of continual robbery and murder committed by the ancestors of those who now call themselves the ancient nobility of England. Now all the greatness of our aristocracy, its wealth and its power, were derived from the plunder of those times; and when we see their pride, we must remember from whence it came. [234,1563,432,1751]
article-text: rather than the poor feeble-minded king; and Margaret had spirit enough to have propped her husband's throne, had her conduct been as unimpeachable as her heart was bold. But now the great reign of Henry the Sixth was one long course of civil war. The battles of St. Albans, Wakefield, Towton, Barnet, and Tewkesbury followed each other in bloody succession; and the whole of the ancient nobility were nearly extinguished. Noble families, the Nevilles, the Percies, the Cliffords, the Beauforts, the Courtenays, and the Staffords, perished in these contests. Those who were not slain in the field were executed on the scaffold. It was a war of the nobles against each other; the people suffered, but had no interest in the quarrel, which was solely about which of two families should reign over them. WARS OF THE ROSES. Here ended the chivalrous age, and with it much of the old aristocracy; for the numbers that perished, we may reckon eighty princes of the blood and the greater part of the ancient nobility. THE ROYAL BLUE-BEARDS. It has been solemnly said of him, that he sparred no man in his anger, nor woman in his lust. It is, we believe, an undeniable fact, that the whole history of England contains no such monster as Henry the Eighth; and yet the aristocracy of that day were his willing instruments, and shared in the plunder of the monasteries, which laid the foundation of many of the great estates of the present day. [446,702,644,866]
article-text: brought to him, and on which he swore by the splendour of the Almighty, that he would exterminate the whole of the Northumbrians, and never lay his lance to rest till he had done the deed. The impolitic and cruel character of his mind is shown in this, that though it required time to march northward, and to put down all the disaffected people, he never departed from his diabolical purpose, but after he had subdued the north he settled down to give terrible proofs of his vengeance. The whole country, from Durham to York, was laid waste with fire and sword; towns and villages were burned, the inhabitants slaughtered or driven into exile, and the desolation was so complete that for nine years no corn was sown between those two cities. Here then is a picture of the first of our aristocracy. THE FAMILY OF THE CONQUEROR. In the reflections of his own family William was not more happy than in that of his people. His eldest son Robert was almost continually in rebellion against him and the whole of his reign was one of bloodshed and oppression. The people groaned under the Norman yoke, the Saxon lords were despoiled, their lands given to the followers of the invader, and the country was covered with castles for the purpose of keeping the natives in subjection. Those who talk of the good old times forget that the whole of this period was one of continual robbery and murder committed by the ancestors of those who now call themselves the ancient nobility of England. Now all the greatness of our aristocracy, its wealth and its power, were derived from the plunder of those times; and when we see their pride, we must remember from whence it came. [234,228,432,417]
page-number: 3 [1279,7,1287,23]
review-item-text: In the absence of St. Giles and St. James we are sorry to see an announcement that this writer has no present intention of continuing the tale, but we find other pleasant reading in the present number. The "Hedgehog Letters," the "Railway Mania," and various papers of great merit are continued, and the magazine maintains the high character it has always held. [658,69,856,109]
review-item-text: In the absence of St. Giles and St. James we are sorry to see an announcement that this writer has no present intention of continuing the tale, but we find other pleasant reading in the present number. The "Hedgehog Letters," the "Railway Mania," and various papers of great merit are continued, and the magazine maintains the high character it has always held. [658,499,856,539]
review-item-heading: DOUGLAS JERROLD'S SHILLING MAGAZINE. SEPTEMBER. LONDON: PUNCH OFFICE, 85, FLEET STREET. [658,41,856,67]
article-text: brought to him, and on which he swore by the splendour of the Almighty, that he would exterminate the whole of the Northumbrians, and never lay his lance to rest till he had done the deed. The impolitic and cruel character of his mind is shown in this, that though it required time to march northward, and to put down all the disaffected people, he never departed from his diabolical purpose, but after he had subdued the north he settled down to give terrible proofs of his vengeance. The whole country, from Durham to York, was laid waste with fire and sword; towns and villages were burned, the inhabitants slaughtered or driven into exile, and the desolation was so complete that for nine years no corn was sown between those two cities. Here then is a picture of the first of our aristocracy. THE FAMILY OF THE CONQUEROR. In the reflections of his own family William was not more happy than in that of his people. His eldest son Robert was almost continually in rebellion against him and the whole of his reign was one of bloodshed and oppression. The people groaned under the Norman yoke, the Saxon lords were despoiled, their lands given to the followers of the invader, and the country was covered with castles for the purpose of keeping the natives in subjection. Those who talk of the good old times forget that the whole of this period was one of continual robbery and murder committed by the ancestors of those who now call themselves the ancient nobility of England. Now all the greatness of our aristocracy, its wealth and its power, were derived from the plunder of those times; and when we see their pride, we must remember from whence it came. [234,38,432,226]
review-text: This is a most important book. The reading public have lately been startled with the "Revelations of Russia," "Revelations of Spain," &c., but this work contains revelations of the history of England as astonishing as to render it a question of grave doubt whether the work of the people of this country can be any longer content to submit to the evils produced by a class who have for centuries lived upon the industry of the nation. The author, whoever he is, has read English history to some purpose. We have heard some of the more noted names of the book, and we have no doubt that the facts and the figures are truly stated. The author's object is to show that the aristocracy has been the great enemy of the people. THE NORMANS. We have, in fact, a swarm of the most desperate and needy adventurers, a cursed rabble of vagabond thieves and plunderers; they took possession, and ever since they have used their privilege to oppress the people of this land. [22,652,220,759]
review-item-text: In the absence of St. Giles and St. James we are sorry to see an announcement that this writer has no present intention of continuing the tale, but we find other pleasant reading in the present number. The "Hedgehog Letters," the "Railway Mania," and various papers of great merit are continued, and the magazine maintains the high character it has always held. [658,800,856,841]
review-item-body [658,1266,856,1307]
reviews-heading: Reviews. [22,366,220,395]
poem-author: BY ERNEST JONES. [95,79,147,85]
column-rule [650,38,651,2218]
news-text: the accident only about two hours. An inquest was held at the Three Tuns Inn, before W. Hastings, Esq., and a verdict of "Accidental Death" returned. The Ocean. The depth of the ocean at the Antarctic has been ascertained to be one mile and sixty-six feet in depth. Harrow Corn Palace. The late fine weather has caused an unprecedented supply of corn, which is of the finest quality. An Adventurer. In the following of last week a young man of good appearance was apprehended on a charge of obtaining goods under false pretences. Incendiarism in Scotland. The following extraordinary statement is from a report just presented. Ancient Burial. A great number of human bones have been discovered in excavating for the foundation of a new church. Sudden Death. On Thursday morning a man was found dead in the street, and at the inquest the jury returned a verdict of death from natural causes. Shocking Accident. A child was burnt to death last week in consequence of its clothes taking fire while its mother was absent. The Weather. The weather during the week has been remarkably fine, and the harvest is progressing rapidly throughout the country. A Coal Pit Explosion happened last week in the county of Durham, by which several men were seriously injured. [1082,1169,1288,1308]
article-text: brought to him, and on which he swore by the splendour of the Almighty, that he would exterminate the whole of the Northumbrians, and never lay his lance to rest till he had done the deed. The impolitic and cruel character of his mind is shown in this, that though it required time to march northward, and to put down all the disaffected people, he never departed from his diabolical purpose, but after he had subdued the north he settled down to give terrible proofs of his vengeance. The whole country, from Durham to York, was laid waste with fire and sword; towns and villages were burned, the inhabitants slaughtered or driven into exile, and the desolation was so complete that for nine years no corn was sown between those two cities. Here then is a picture of the first of our aristocracy. THE FAMILY OF THE CONQUEROR. In the reflections of his own family William was not more happy than in that of his people. His eldest son Robert was almost continually in rebellion against him and the whole of his reign was one of bloodshed and oppression. The people groaned under the Norman yoke, the Saxon lords were despoiled, their lands given to the followers of the invader, and the country was covered with castles for the purpose of keeping the natives in subjection. Those who talk of the good old times forget that the whole of this period was one of continual robbery and murder committed by the ancestors of those who now call themselves the ancient nobility of England. Now all the greatness of our aristocracy, its wealth and its power, were derived from the plunder of those times; and when we see their pride, we must remember from whence it came. [234,991,432,1179]
news-text: the accident only about two hours. An inquest was held at the Three Tuns Inn, before W. Hastings, Esq., and a verdict of "Accidental Death" returned. The Ocean. The depth of the ocean at the Antarctic has been ascertained to be one mile and sixty-six feet in depth. Harrow Corn Palace. The late fine weather has caused an unprecedented supply of corn, which is of the finest quality. An Adventurer. In the following of last week a young man of good appearance was apprehended on a charge of obtaining goods under false pretences. Incendiarism in Scotland. The following extraordinary statement is from a report just presented. Ancient Burial. A great number of human bones have been discovered in excavating for the foundation of a new church. Sudden Death. On Thursday morning a man was found dead in the street, and at the inquest the jury returned a verdict of death from natural causes. Shocking Accident. A child was burnt to death last week in consequence of its clothes taking fire while its mother was absent. The Weather. The weather during the week has been remarkably fine, and the harvest is progressing rapidly throughout the country. A Coal Pit Explosion happened last week in the county of Durham, by which several men were seriously injured. [1082,320,1288,460]
review-item-text: In the absence of St. Giles and St. James we are sorry to see an announcement that this writer has no present intention of continuing the tale, but we find other pleasant reading in the present number. The "Hedgehog Letters," the "Railway Mania," and various papers of great merit are continued, and the magazine maintains the high character it has always held. [658,370,856,410]
review-item-text: In the absence of St. Giles and St. James we are sorry to see an announcement that this writer has no present intention of continuing the tale, but we find other pleasant reading in the present number. The "Hedgehog Letters," the "Railway Mania," and various papers of great merit are continued, and the magazine maintains the high character it has always held. [658,241,856,281]
poem-line: With the trace of a tale of yore; [38,244,118,252]
review-text: This is a most important book. The reading public have lately been startled with the "Revelations of Russia," "Revelations of Spain," &c., but this work contains revelations of the history of England as astonishing as to render it a question of grave doubt whether the work of the people of this country can be any longer content to submit to the evils produced by a class who have for centuries lived upon the industry of the nation. The author, whoever he is, has read English history to some purpose. We have heard some of the more noted names of the book, and we have no doubt that the facts and the figures are truly stated. The author's object is to show that the aristocracy has been the great enemy of the people. THE NORMANS. We have, in fact, a swarm of the most desperate and needy adventurers, a cursed rabble of vagabond thieves and plunderers; they took possession, and ever since they have used their privilege to oppress the people of this land. [22,435,220,542]
column-5 [870,38,1068,2218]
article-text: brought to him, and on which he swore by the splendour of the Almighty, that he would exterminate the whole of the Northumbrians, and never lay his lance to rest till he had done the deed. The impolitic and cruel character of his mind is shown in this, that though it required time to march northward, and to put down all the disaffected people, he never departed from his diabolical purpose, but after he had subdued the north he settled down to give terrible proofs of his vengeance. The whole country, from Durham to York, was laid waste with fire and sword; towns and villages were burned, the inhabitants slaughtered or driven into exile, and the desolation was so complete that for nine years no corn was sown between those two cities. Here then is a picture of the first of our aristocracy. THE FAMILY OF THE CONQUEROR. In the reflections of his own family William was not more happy than in that of his people. His eldest son Robert was almost continually in rebellion against him and the whole of his reign was one of bloodshed and oppression. The people groaned under the Norman yoke, the Saxon lords were despoiled, their lands given to the followers of the invader, and the country was covered with castles for the purpose of keeping the natives in subjection. Those who talk of the good old times forget that the whole of this period was one of continual robbery and murder committed by the ancestors of those who now call themselves the ancient nobility of England. Now all the greatness of our aristocracy, its wealth and its power, were derived from the plunder of those times; and when we see their pride, we must remember from whence it came. [234,610,432,798]
review-item-body [658,69,856,1185]
poem-line: With a wide old wood around, [38,212,116,220]
article-text: rather than the poor feeble-minded king; and Margaret had spirit enough to have propped her husband's throne, had her conduct been as unimpeachable as her heart was bold. But now the great reign of Henry the Sixth was one long course of civil war. The battles of St. Albans, Wakefield, Towton, Barnet, and Tewkesbury followed each other in bloody succession; and the whole of the ancient nobility were nearly extinguished. Noble families, the Nevilles, the Percies, the Cliffords, the Beauforts, the Courtenays, and the Staffords, perished in these contests. Those who were not slain in the field were executed on the scaffold. It was a war of the nobles against each other; the people suffered, but had no interest in the quarrel, which was solely about which of two families should reign over them. WARS OF THE ROSES. Here ended the chivalrous age, and with it much of the old aristocracy; for the numbers that perished, we may reckon eighty princes of the blood and the greater part of the ancient nobility. THE ROYAL BLUE-BEARDS. It has been solemnly said of him, that he sparred no man in his anger, nor woman in his lust. It is, we believe, an undeniable fact, that the whole history of England contains no such monster as Henry the Eighth; and yet the aristocracy of that day were his willing instruments, and shared in the plunder of the monasteries, which laid the foundation of many of the great estates of the present day. [446,204,644,367]
news-text: the accident only about two hours. An inquest was held at the Three Tuns Inn, before W. Hastings, Esq., and a verdict of "Accidental Death" returned. The Ocean. The depth of the ocean at the Antarctic has been ascertained to be one mile and sixty-six feet in depth. Harrow Corn Palace. The late fine weather has caused an unprecedented supply of corn, which is of the finest quality. An Adventurer. In the following of last week a young man of good appearance was apprehended on a charge of obtaining goods under false pretences. Incendiarism in Scotland. The following extraordinary statement is from a report just presented. Ancient Burial. A great number of human bones have been discovered in excavating for the foundation of a new church. Sudden Death. On Thursday morning a man was found dead in the street, and at the inquest the jury returned a verdict of death from natural causes. Shocking Accident. A child was burnt to death last week in consequence of its clothes taking fire while its mother was absent. The Weather. The weather during the week has been remarkably fine, and the harvest is progressing rapidly throughout the country. A Coal Pit Explosion happened last week in the county of Durham, by which several men were seriously injured. [1082,1028,1288,1167]
poem-line: Was cold to its welcome once, [38,179,116,187]
column-rule [226,38,227,2218]
review-item-text: In the absence of St. Giles and St. James we are sorry to see an announcement that this writer has no present intention of continuing the tale, but we find other pleasant reading in the present number. The "Hedgehog Letters," the "Railway Mania," and various papers of great merit are continued, and the magazine maintains the high character it has always held. [658,1015,856,1056]
column-4 [658,38,856,2218]
news-text: Lord John Russell has taken a residence for the season near Edinburgh. Lord Palmerston, Secretary for Foreign Affairs, and the First Lord of the Treasury, have been at Windsor with her Majesty. The Distressed Irish Labourers. A great meeting was held in Dublin at which the distress of the people was considered, and a petition to her Majesty was adopted. Fatal Accident on the Eastern Counties Railway. An engine driver was killed yesterday near Stratford by the train running off the line. The Quaker Fund. Another large sum has been received for the relief of the starving poor in the west of Ireland. Fire at Liverpool. A warehouse containing cotton was destroyed on Wednesday, and the loss is estimated at many thousand pounds. Ramsgate. The harvest in this neighbourhood is nearly all got in, and the crops are excellent. Hop Picking commenced in Kent this week; the yield is better than was expected. [870,556,1068,662]
review-item-text: The fun of "green fust and furious" in this month's number. "The Lord Mayor's Visit to Oxford," "The last Gunder," and "Voices from the Crowd in Fleet Street," are capital specimens of the sublimely ridiculous. [870,60,1068,84]
poem-line: And the gayest of the gay; [38,146,106,154]
article-text: brought to him, and on which he swore by the splendour of the Almighty, that he would exterminate the whole of the Northumbrians, and never lay his lance to rest till he had done the deed. The impolitic and cruel character of his mind is shown in this, that though it required time to march northward, and to put down all the disaffected people, he never departed from his diabolical purpose, but after he had subdued the north he settled down to give terrible proofs of his vengeance. The whole country, from Durham to York, was laid waste with fire and sword; towns and villages were burned, the inhabitants slaughtered or driven into exile, and the desolation was so complete that for nine years no corn was sown between those two cities. Here then is a picture of the first of our aristocracy. THE FAMILY OF THE CONQUEROR. In the reflections of his own family William was not more happy than in that of his people. His eldest son Robert was almost continually in rebellion against him and the whole of his reign was one of bloodshed and oppression. The people groaned under the Norman yoke, the Saxon lords were despoiled, their lands given to the followers of the invader, and the country was covered with castles for the purpose of keeping the natives in subjection. Those who talk of the good old times forget that the whole of this period was one of continual robbery and murder committed by the ancestors of those who now call themselves the ancient nobility of England. Now all the greatness of our aristocracy, its wealth and its power, were derived from the plunder of those times; and when we see their pride, we must remember from whence it came. [234,1182,432,1370]
column-rule [1074,38,1075,2218]
review-item-heading: PUNCH. PART LXII. LONDON: PUNCH OFFICE, 85, FLEET STREET. [658,1247,856,1265]
review-item-text: In the absence of St. Giles and St. James we are sorry to see an announcement that this writer has no present intention of continuing the tale, but we find other pleasant reading in the present number. The "Hedgehog Letters," the "Railway Mania," and various papers of great merit are continued, and the magazine maintains the high character it has always held. [658,628,856,669]
review-item-text: In the absence of St. Giles and St. James we are sorry to see an announcement that this writer has no present intention of continuing the tale, but we find other pleasant reading in the present number. The "Hedgehog Letters," the "Railway Mania," and various papers of great merit are continued, and the magazine maintains the high character it has always held. [658,413,856,453]
poem-line: My father's house, in the lordly garden, [30,171,131,179]
column-rule [862,38,863,2218]
